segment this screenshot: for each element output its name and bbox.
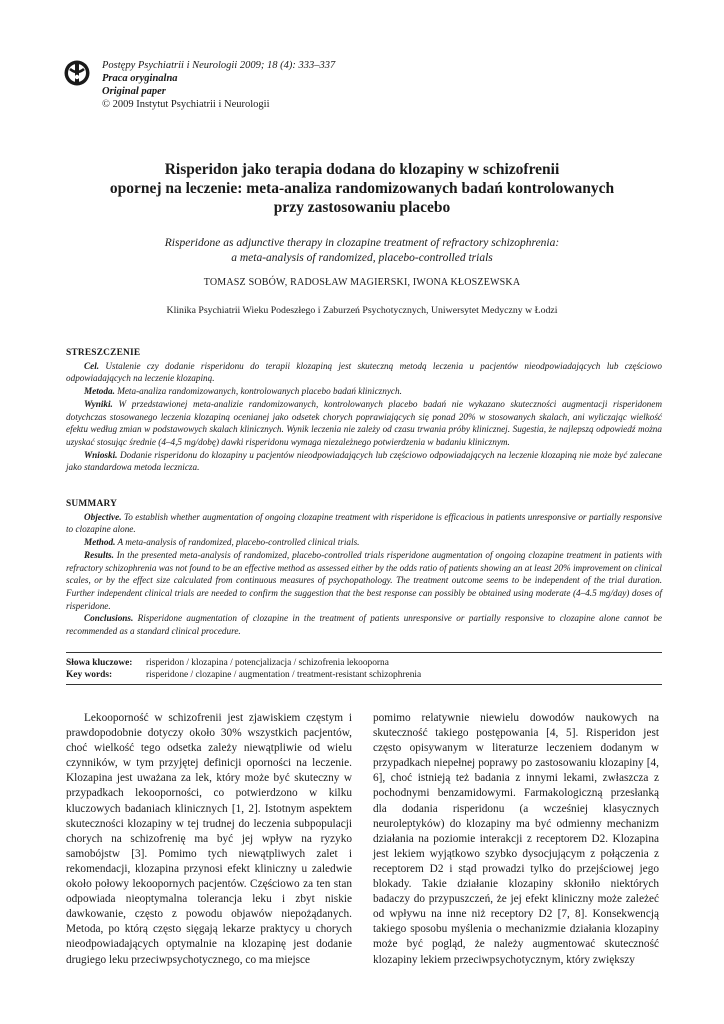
text-objective: To establish whether augmentation of ongoing clozapine treatment with risperidone is efficacious in patients unresponsive or partially responsive to clozapine alone. — [66, 511, 663, 535]
author-list: TOMASZ SOBÓW, RADOSŁAW MAGIERSKI, IWONA KŁOSZEWSKA — [203, 277, 521, 288]
title-pl-line-2: opornej na leczenie: meta-analiza randomizowanych badań kontrolowanych — [109, 180, 615, 197]
keywords-en-row — [66, 669, 662, 681]
abstract-pl-method — [66, 385, 662, 398]
abstract-english — [66, 498, 662, 638]
abstract-en-heading: SUMMARY — [66, 499, 118, 509]
body-column-left — [66, 711, 352, 968]
text-wnioski: Dodanie risperidonu do klozapiny u pacjentów nieodpowiadających lub częściowo odpowiadających na leczenie klozapiną nie może być zalecane jako standardowa metoda lecznicza. — [66, 449, 662, 473]
label-results: Results. — [84, 549, 114, 560]
text-results: In the presented meta-analysis of randomized, placebo-controlled trials risperidone augmentation of ongoing clozapine treatment in patients with refractory schizophrenia was not found to be an effective method as assessed either by the odds ratio of patients showing an at least 20% improvement on clinical scales, or by the effect size calculated from continuous measures of psychopathology. The treatment outcome seems to be independent of the trial duration. Further independent clinical trials are needed to confirm the suggestion that the best response can possibly be obtained using moderate (4–4.5 mg/day) doses of risperidone. — [66, 549, 662, 611]
text-cel: Ustalenie czy dodanie risperidonu do terapii klozapiną jest skuteczną metodą leczenia u pacjentów nieodpowiadających lub częściowo odpowiadających na leczenie klozapiną. — [66, 360, 663, 384]
journal-logo-icon — [64, 60, 90, 86]
abstract-pl-aim — [66, 360, 662, 385]
text-method: A meta-analysis of randomized, placebo-controlled clinical trials. — [117, 537, 360, 548]
journal-header — [102, 59, 335, 111]
abstract-en-objective — [66, 511, 662, 536]
journal-citation: Postępy Psychiatrii i Neurologii 2009; 18 (4): 333–337 — [102, 60, 336, 71]
abstract-en-method — [66, 536, 662, 549]
copyright-line: © 2009 Instytut Psychiatrii i Neurologii — [102, 99, 270, 110]
keywords-pl-value: risperidon / klozapina / potencjalizacja / schizofrenia lekooporna — [146, 658, 389, 668]
article-type-en: Original paper — [102, 86, 166, 97]
keywords-top-rule — [66, 652, 662, 653]
label-wyniki: Wyniki. — [84, 398, 113, 409]
text-conclusions: Risperidone augmentation of clozapine in the treatment of patients unresponsive or partially responsive to clozapine alone cannot be recommended as a standard clinical procedure. — [66, 613, 662, 637]
abstract-pl-results — [66, 398, 662, 449]
abstract-pl-heading: STRESZCZENIE — [66, 348, 141, 358]
body-paragraph-right: pomimo relatywnie niewielu dowodów naukowych na skuteczność takiego postępowania [4, 5]. Risperidon jest często opisywanym w literaturze leczeniem dodanym w przypadkach niepełnej poprawy po zastosowaniu klozapiny [4, 6], choć istnieją też badania z innymi lekami, zwłaszcza z pochodnymi benzamidowymi. Farmakologiczną przesłanką dla dodania risperidonu (a wcześniej klasycznych neuroleptyków) do klozapiny ma być odmienny mechanizm działania na poziomie interakcji z receptorem D2. Klozapina jest lekiem wyjątkowo szybko dysocjującym z połączenia z receptorem D2 i stąd prowadzi tylko do przejściowej jego blokady. Takie działanie klozapiny skłoniło niektórych badaczy do przypuszczeń, że jej efekt kliniczny może zależeć od wpływu na inne niż receptory D2 [7, 8]. Konsekwencją takiego sposobu myślenia o mechanizmie działania klozapiny może być pogląd, że należy augmentować skuteczność klozapiny lekiem przeciwpsychotycznym, który zwiększy — [373, 712, 659, 966]
body-paragraph-left: Lekooporność w schizofrenii jest zjawiskiem częstym i prawdopodobnie dotyczy około 30% wszystkich pacjentów, choć wielkość tego odsetka zależy niewątpliwie od wielu czynników, w tym przyjętej definicji oporności na leczenie. Klozapina jest uważana za lek, który może być skuteczny w przypadkach lekooporności, co potwierdzono w kilku kluczowych badaniach klinicznych [1, 2]. Istotnym aspektem skuteczności klozapiny w tej trudnej do leczenia subpopulacji chorych na schizofrenię ma być jej wpływ na ryzyko samobójstw [3]. Pomimo tych niewątpliwych zalet i rekomendacji, klozapina przynosi efekt kliniczny u zaledwie około połowy lekoopornych pacjentów. Częściowo za ten stan odpowiada nieoptymalna tolerancja leku i zbyt niskie dawkowanie, często z powodu objawów niepożądanych. Metoda, po którą często sięgają lekarze praktycy u chorych nieodpowiadających optymalnie na klozapinę jest dodanie drugiego leku przeciwpsychotycznego, co ma miejsce — [66, 712, 352, 966]
article-type-pl: Praca oryginalna — [102, 73, 178, 84]
label-objective: Objective. — [84, 511, 122, 522]
title-pl-line-1: Risperidon jako terapia dodana do klozapiny w schizofrenii — [164, 161, 560, 178]
abstract-polish — [66, 347, 662, 474]
keywords-en-value: risperidone / clozapine / augmentation / treatment-resistant schizophrenia — [146, 670, 422, 680]
label-conclusions: Conclusions. — [84, 613, 134, 624]
title-polish — [60, 160, 664, 217]
body-column-right — [373, 711, 659, 968]
abstract-en-results — [66, 549, 662, 613]
label-cel: Cel. — [84, 360, 100, 371]
abstract-en-conclusions — [66, 612, 662, 637]
title-english — [60, 236, 664, 266]
text-metoda: Meta-analiza randomizowanych, kontrolowanych placebo badań klinicznych. — [117, 386, 402, 397]
title-en-line-2: a meta-analysis of randomized, placebo-controlled trials — [231, 252, 493, 264]
keywords-block — [66, 657, 662, 681]
label-metoda: Metoda. — [84, 386, 115, 397]
label-wnioski: Wnioski. — [84, 449, 118, 460]
text-wyniki: W przedstawionej meta-analizie randomizowanych, kontrolowanych placebo badań nie wykazano skuteczności augmentacji risperidonem dotychczas stosowanego leczenia klozapiną ocenianej jako odsetek chorych poprawiających się ponad 20% w stosowanych skalach, ani wyliczając wielkość efektu według zmian w podstawowych skalach klinicznych. Wynik leczenia nie zależy od czasu trwania próby klinicznej. Sugestia, że najlepszą odpowiedź można uzyskać stosując średnie (4–4,5 mg/dobę) dawki risperidonu wymaga niezależnego potwierdzenia w badaniu klinicznym. — [66, 398, 662, 447]
affiliation: Klinika Psychiatrii Wieku Podeszłego i Zaburzeń Psychotycznych, Uniwersytet Medyczny w Łodzi — [166, 305, 558, 316]
title-en-line-1: Risperidone as adjunctive therapy in clozapine treatment of refractory schizophrenia: — [164, 237, 560, 249]
keywords-en-label: Key words: — [66, 670, 113, 680]
label-method: Method. — [84, 537, 116, 548]
title-pl-line-3: przy zastosowaniu placebo — [273, 199, 451, 216]
keywords-bottom-rule — [66, 684, 662, 685]
keywords-pl-label: Słowa kluczowe: — [66, 658, 133, 668]
keywords-pl-row — [66, 657, 662, 669]
abstract-pl-conclusions — [66, 449, 662, 474]
